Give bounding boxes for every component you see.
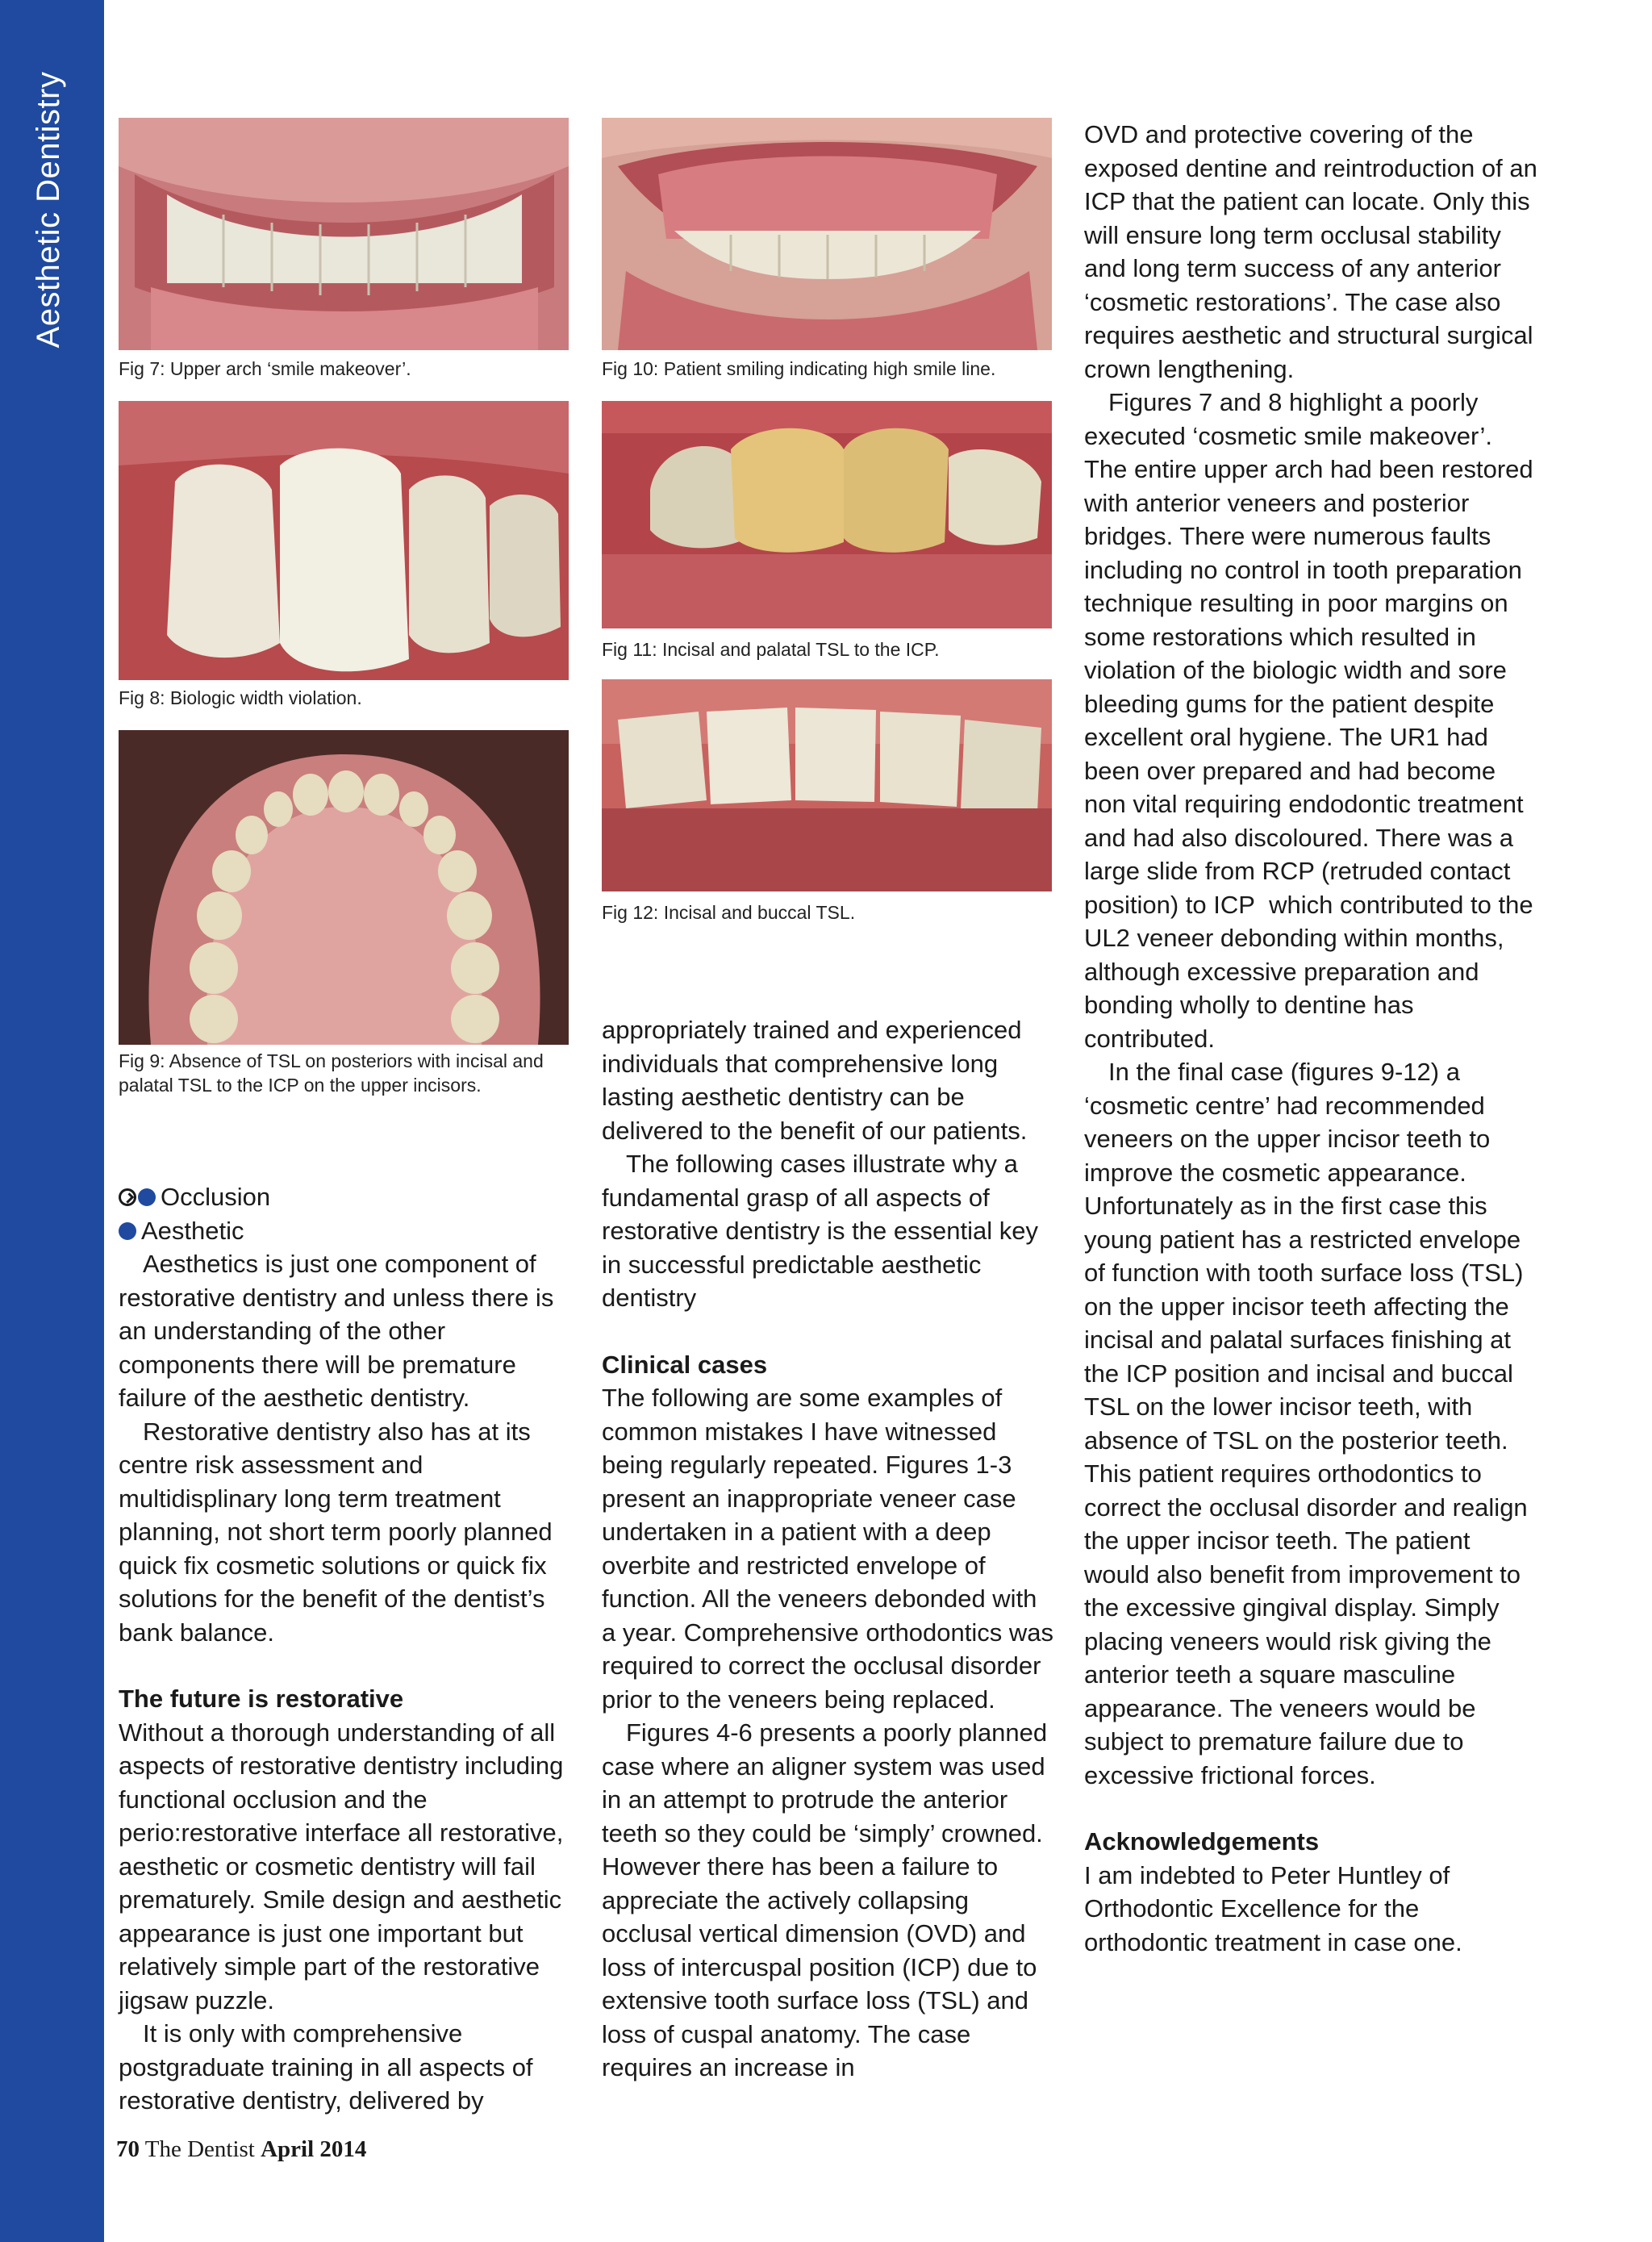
page-footer (116, 2136, 366, 2163)
bullet-icon (138, 1188, 156, 1206)
paragraph: It is only with comprehensive postgraduate training in all aspects of restorative dentistry, delivered by (119, 2019, 533, 2115)
fig7-caption: Fig 7: Upper arch ‘smile makeover’. (119, 358, 411, 379)
issue-date: April 2014 (261, 2136, 367, 2162)
paragraph: Restorative dentistry also has at its centre risk assessment and multidisplinary long term treatment planning, not short term poorly planned quick fix cosmetic solutions or quick fix solutions for the benefit of the dentist’s bank balance. (119, 1417, 553, 1647)
column-1 (119, 1180, 574, 2118)
paragraph: Without a thorough understanding of all aspects of restorative dentistry including functional occlusion and the perio:restorative interface all restorative, aesthetic or cosmetic dentistry will fail prematurely. Smile design and aesthetic appearance is just one important but relatively simple part of the restorative jigsaw puzzle. (119, 1718, 564, 2014)
fig8-photo (119, 401, 569, 680)
paragraph: OVD and protective covering of the exposed dentine and reintroduction of an ICP that the patient can locate. Only this will ensure long term occlusal stability and long term success of any anterior ‘cosmetic restorations’. The case also requires aesthetic and structural surgical crown lengthening. (1084, 120, 1537, 383)
fig9-caption: Fig 9: Absence of TSL on posteriors with incisal and palatal TSL to the ICP on the upper incisors. (119, 1050, 544, 1096)
arrow-circle-icon (119, 1188, 136, 1206)
fig7-photo (119, 118, 569, 350)
publication-name: The Dentist (144, 2136, 255, 2162)
section-heading: Acknowledgements (1084, 1827, 1320, 1856)
bullet-icon (119, 1222, 136, 1240)
section-heading: The future is restorative (119, 1685, 404, 1713)
page-number: 70 (116, 2136, 140, 2162)
paragraph: In the final case (figures 9-12) a ‘cosmetic centre’ had recommended veneers on the upper incisor teeth to improve the cosmetic appearance. Unfortunately as in the first case this young patient has a restricted envelope of function with tooth surface loss (TSL) on the upper incisor teeth affecting the incisal and palatal surfaces finishing at the ICP position and incisal and buccal TSL on the lower incisor teeth, with absence of TSL on the posterior teeth. This patient requires orthodontics to correct the occlusal disorder and realign the upper incisor teeth. The patient would also benefit from improvement to the excessive gingival display. Simply placing veneers would risk giving the anterior teeth a square masculine appearance. The veneers would be subject to premature failure due to excessive frictional forces. (1084, 1058, 1528, 1789)
column-3 (1084, 118, 1540, 1959)
fig11-photo (602, 401, 1052, 628)
column-2 (602, 1013, 1058, 2085)
bullet-occlusion: Occlusion (161, 1183, 271, 1211)
section-title: Aesthetic Dentistry (31, 71, 66, 349)
paragraph: The following cases illustrate why a fundamental grasp of all aspects of restorative dentistry is the essential key in successful predictable aesthetic dentistry (602, 1150, 1039, 1312)
paragraph: Figures 7 and 8 highlight a poorly executed ‘cosmetic smile makeover’. The entire upper arch had been restored with anterior veneers and posterior bridges. There were numerous faults including no control in tooth preparation technique resulting in poor margins on some restorations which resulted in violation of the biologic width and sore bleeding gums for the patient despite excellent oral hygiene. The UR1 had been over prepared and had become non vital requiring endodontic treatment and had also discoloured. There was a large slide from RCP (retruded contact position) to ICP which contributed to the UL2 veneer debonding within months, although excessive preparation and bonding wholly to dentine has contributed. (1084, 388, 1533, 1053)
paragraph: Aesthetics is just one component of restorative dentistry and unless there is an understanding of the other components there will be premature failure of the aesthetic dentistry. (119, 1250, 554, 1412)
paragraph: The following are some examples of common mistakes I have witnessed being regularly repeated. Figures 1-3 present an inappropriate veneer case undertaken in a patient with a deep overbite and restricted envelope of function. All the veneers debonded with a year. Comprehensive orthodontics was required to correct the occlusal disorder prior to the veneers being replaced. (602, 1384, 1054, 1714)
fig10-photo (602, 118, 1052, 350)
fig10-caption: Fig 10: Patient smiling indicating high smile line. (602, 358, 996, 379)
fig11-caption: Fig 11: Incisal and palatal TSL to the ICP. (602, 639, 940, 660)
bullet-aesthetic: Aesthetic (141, 1216, 244, 1245)
paragraph: I am indebted to Peter Huntley of Orthodontic Excellence for the orthodontic treatment in case one. (1084, 1860, 1462, 1956)
fig12-photo (602, 679, 1052, 891)
paragraph: appropriately trained and experienced individuals that comprehensive long lasting aesthetic dentistry can be delivered to the benefit of our patients. (602, 1016, 1028, 1145)
fig12-caption: Fig 12: Incisal and buccal TSL. (602, 902, 856, 923)
fig8-caption: Fig 8: Biologic width violation. (119, 687, 362, 708)
sidebar (0, 0, 104, 2242)
fig9-photo (119, 730, 569, 1045)
section-heading: Clinical cases (602, 1350, 768, 1379)
paragraph: Figures 4-6 presents a poorly planned case where an aligner system was used in an attempt to protrude the anterior teeth so they could be ‘simply’ crowned. However there has been a failure to appreciate the actively collapsing occlusal vertical dimension (OVD) and loss of intercuspal position (ICP) due to extensive tooth surface loss (TSL) and loss of cuspal anatomy. The case requires an increase in (602, 1718, 1048, 2081)
